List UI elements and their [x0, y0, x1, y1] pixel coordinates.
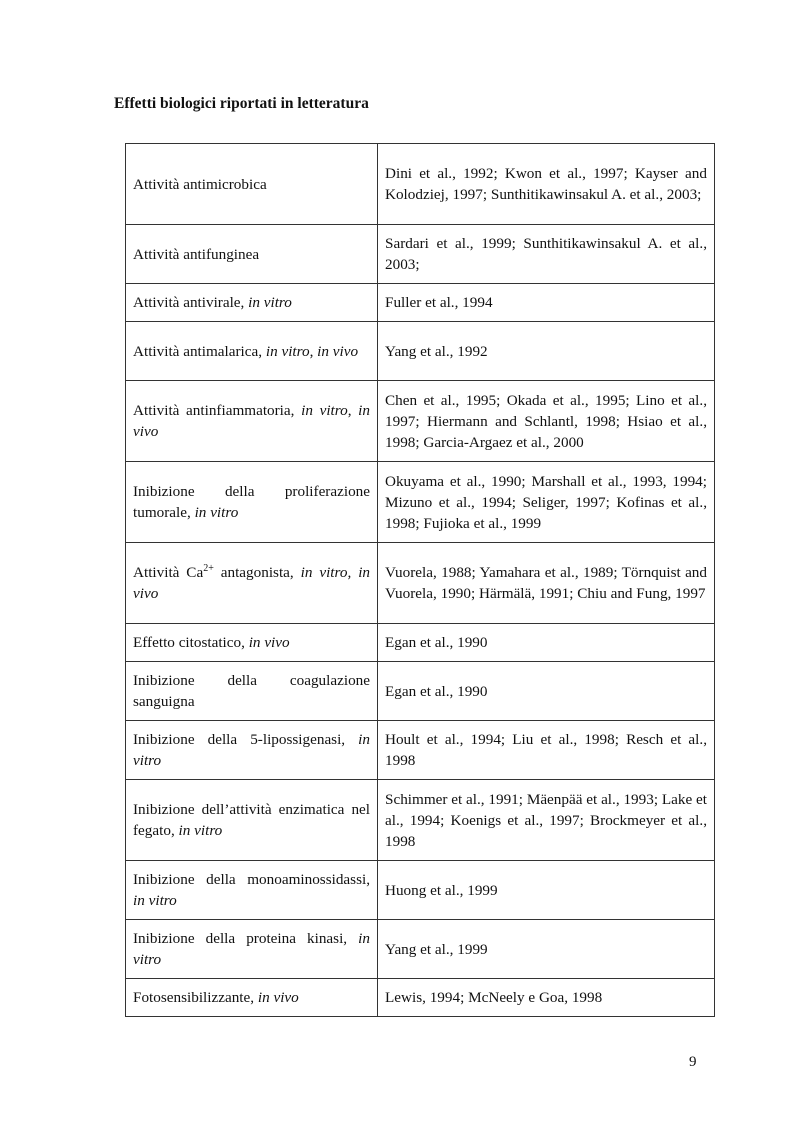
- effect-cell: Attività antifunginea: [126, 225, 378, 284]
- effect-cell: Inibizione della proliferazione tumorale, in vitro: [126, 462, 378, 543]
- references-cell: Egan et al., 1990: [378, 624, 715, 662]
- biological-effects-table: [125, 143, 715, 1017]
- references-cell: Vuorela, 1988; Yamahara et al., 1989; Törnquist and Vuorela, 1990; Härmälä, 1991; Chiu and Fung, 1997: [378, 543, 715, 624]
- table-row: [126, 920, 715, 979]
- references-cell: Fuller et al., 1994: [378, 284, 715, 322]
- references-cell: Lewis, 1994; McNeely e Goa, 1998: [378, 979, 715, 1017]
- table-row: [126, 979, 715, 1017]
- effect-cell: Inibizione della monoaminossidassi, in vitro: [126, 861, 378, 920]
- table-row: [126, 624, 715, 662]
- table-row: [126, 462, 715, 543]
- references-cell: Hoult et al., 1994; Liu et al., 1998; Resch et al., 1998: [378, 721, 715, 780]
- references-cell: Okuyama et al., 1990; Marshall et al., 1993, 1994; Mizuno et al., 1994; Seliger, 1997; Kofinas et al., 1998; Fujioka et al., 1999: [378, 462, 715, 543]
- table-row: [126, 543, 715, 624]
- references-cell: Chen et al., 1995; Okada et al., 1995; Lino et al., 1997; Hiermann and Schlantl, 1998; Hsiao et al., 1998; Garcia-Argaez et al., 2000: [378, 381, 715, 462]
- table-row: [126, 322, 715, 381]
- effect-cell: Inibizione della 5-lipossigenasi, in vitro: [126, 721, 378, 780]
- effect-cell: Attività antivirale, in vitro: [126, 284, 378, 322]
- table-row: [126, 225, 715, 284]
- table-row: [126, 861, 715, 920]
- references-cell: Schimmer et al., 1991; Mäenpää et al., 1993; Lake et al., 1994; Koenigs et al., 1997; Brockmeyer et al., 1998: [378, 780, 715, 861]
- effect-cell: Effetto citostatico, in vivo: [126, 624, 378, 662]
- effect-cell: Attività antimalarica, in vitro, in vivo: [126, 322, 378, 381]
- table-row: [126, 381, 715, 462]
- table-row: [126, 780, 715, 861]
- section-heading: Effetti biologici riportati in letteratura: [114, 95, 369, 112]
- references-cell: Yang et al., 1992: [378, 322, 715, 381]
- references-cell: Yang et al., 1999: [378, 920, 715, 979]
- page-number: 9: [689, 1054, 697, 1070]
- effect-cell: Attività $Ca^{2+}$ antagonista, in vitro, in vivo: [126, 543, 378, 624]
- effect-cell: Inibizione della coagulazione sanguigna: [126, 662, 378, 721]
- references-cell: Egan et al., 1990: [378, 662, 715, 721]
- effect-cell: Fotosensibilizzante, in vivo: [126, 979, 378, 1017]
- effect-cell: Attività antinfiammatoria, in vitro, in vivo: [126, 381, 378, 462]
- references-cell: Dini et al., 1992; Kwon et al., 1997; Kayser and Kolodziej, 1997; Sunthitikawinsakul A. et al., 2003;: [378, 144, 715, 225]
- effect-cell: Attività antimicrobica: [126, 144, 378, 225]
- references-cell: Huong et al., 1999: [378, 861, 715, 920]
- references-cell: Sardari et al., 1999; Sunthitikawinsakul A. et al., 2003;: [378, 225, 715, 284]
- effect-cell: Inibizione della proteina kinasi, in vitro: [126, 920, 378, 979]
- table-row: [126, 721, 715, 780]
- table-row: [126, 662, 715, 721]
- table-row: [126, 284, 715, 322]
- table-row: [126, 144, 715, 225]
- effect-cell: Inibizione dell’attività enzimatica nel fegato, in vitro: [126, 780, 378, 861]
